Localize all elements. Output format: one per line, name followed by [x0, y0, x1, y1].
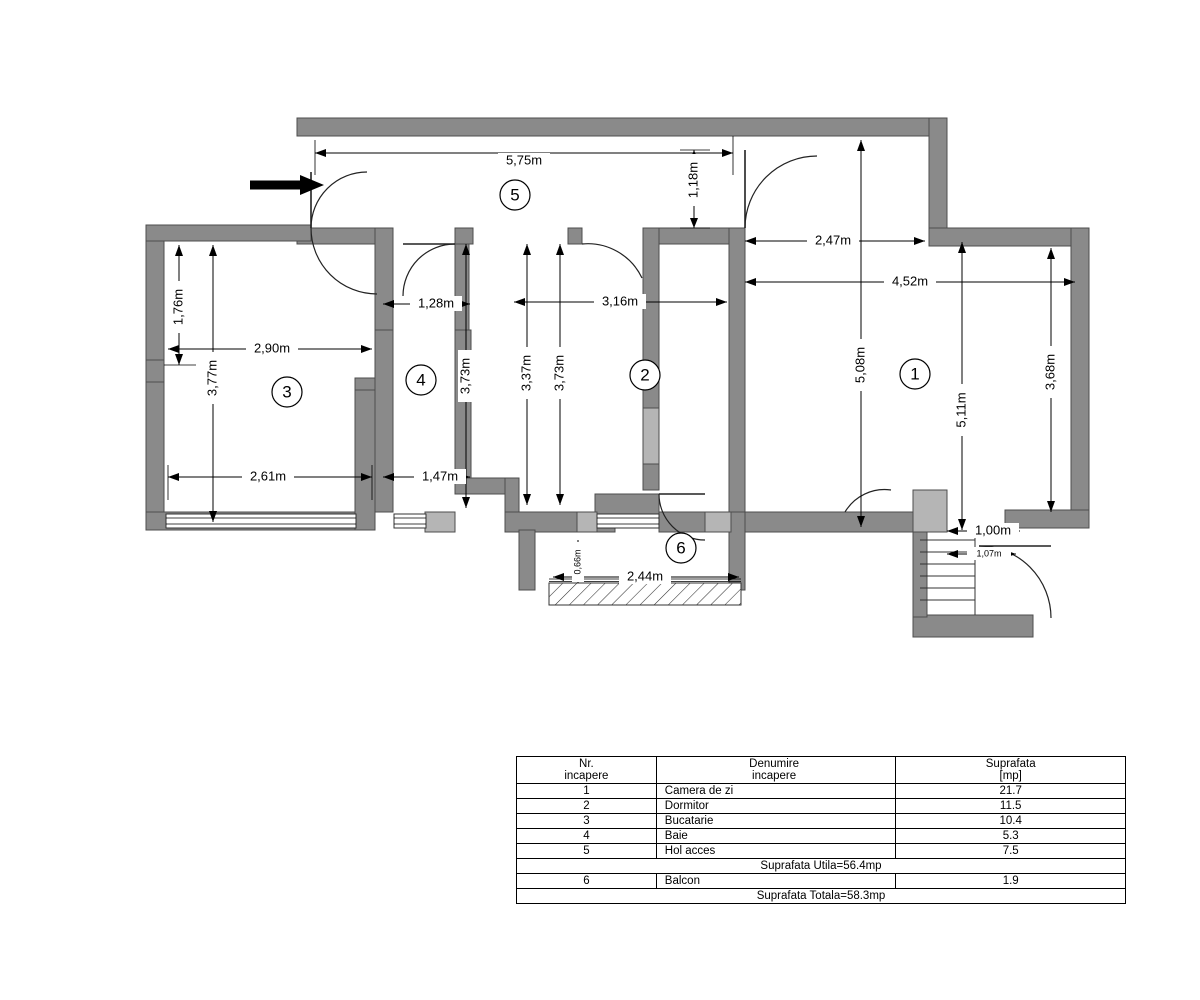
door-arc-room1-inner: [845, 490, 891, 512]
dimension-label: 1,76m: [170, 288, 186, 326]
header-area-line2: [mp]: [999, 770, 1022, 782]
room-marker-6[interactable]: [666, 533, 696, 563]
table-header-row: [517, 757, 1126, 784]
wall-stair-left: [913, 532, 927, 617]
room-number: 5: [510, 185, 520, 205]
dimension-label: 1,28m: [417, 295, 455, 311]
dimension-label: 3,37m: [518, 354, 534, 392]
room-number: 1: [910, 364, 920, 384]
dimension-label: 2,61m: [249, 468, 287, 484]
wall-stair-bottom: [913, 615, 1033, 637]
room-number: 4: [416, 370, 426, 390]
wall-opening-kitchen: [425, 512, 455, 532]
dimension-label: 1,18m: [685, 161, 701, 199]
dimension-label: 2,47m: [814, 232, 852, 248]
room-marker-5[interactable]: [500, 180, 530, 210]
row-name: Bucatarie: [656, 814, 896, 829]
wall-kitchen-right: [355, 378, 375, 530]
dimension-label: 3,16m: [601, 293, 639, 309]
area-schedule-table: [516, 756, 1126, 904]
wall-balcony-left: [519, 530, 535, 590]
wall-bath-left: [375, 330, 393, 512]
header-nr: [517, 757, 657, 784]
row-name: Baie: [656, 829, 896, 844]
room-marker-2[interactable]: [630, 360, 660, 390]
row-area: 10.4: [896, 814, 1126, 829]
wall-opening-room2: [643, 408, 659, 464]
dimension-label: 1,47m: [421, 468, 459, 484]
entrance-stairs: [920, 536, 975, 615]
table-total-row: [517, 889, 1126, 904]
wall-bath-left-upper: [375, 228, 393, 338]
header-name-line2: incapere: [752, 770, 797, 782]
row-name: Hol acces: [656, 844, 896, 859]
table-subtotal-row: [517, 859, 1126, 874]
header-nr-line1: Nr.: [579, 758, 594, 770]
row-nr: 2: [517, 799, 657, 814]
row-nr: 3: [517, 814, 657, 829]
wall-kitchen-top: [146, 225, 311, 241]
header-area-line1: Suprafata: [985, 758, 1036, 770]
row-nr: 5: [517, 844, 657, 859]
dimension-label: 3,73m: [551, 354, 567, 392]
wall-hall-mid2: [568, 228, 582, 244]
room-marker-1[interactable]: [900, 359, 930, 389]
room-number: 2: [640, 365, 650, 385]
subtotal-useful-area: Suprafata Utila=56.4mp: [517, 859, 1126, 874]
wall-room1-left: [729, 228, 745, 528]
room-marker-4[interactable]: [406, 365, 436, 395]
row-name: Camera de zi: [656, 784, 896, 799]
door-arc-room2: [582, 244, 642, 278]
dimension-label: 1,07m: [976, 548, 1002, 559]
wall-right-outer: [1071, 228, 1089, 528]
wall-kitchen-right-nub: [355, 378, 375, 390]
dimension-label: 5,75m: [505, 152, 543, 168]
wall-room1-bottom: [745, 512, 915, 532]
wall-light-pillar: [913, 490, 947, 532]
door-arc-entry: [311, 172, 367, 228]
wall-left-nub: [146, 360, 164, 382]
header-nr-line2: incapere: [564, 770, 609, 782]
window-room2: [597, 514, 659, 528]
row-area: 7.5: [896, 844, 1126, 859]
dimension-label: 2,90m: [253, 340, 291, 356]
header-name: [656, 757, 896, 784]
dimension-label: 0,66m: [572, 549, 583, 575]
table-row-balcony: [517, 874, 1126, 889]
dimension-label: 4,52m: [891, 273, 929, 289]
wall-bath-right-upper: [455, 228, 469, 344]
room-number: 3: [282, 382, 292, 402]
dimension-label: 5,11m: [953, 392, 969, 428]
wall-top-outer: [297, 118, 947, 136]
row-area: 5.3: [896, 829, 1126, 844]
room-marker-3[interactable]: [272, 377, 302, 407]
table-row: [517, 784, 1126, 799]
row-area: 21.7: [896, 784, 1126, 799]
wall-right-upper: [929, 118, 947, 236]
door-arc-room1: [745, 156, 817, 228]
entrance-arrow: [250, 175, 324, 195]
dimension-label: 1,00m: [974, 522, 1012, 538]
window-bath: [394, 514, 426, 528]
wall-room2-bottom-mid: [595, 494, 659, 514]
wall-opening-room2b: [577, 512, 597, 532]
room-number: 6: [676, 538, 686, 558]
wall-right-step: [929, 228, 1089, 246]
table-row: [517, 829, 1126, 844]
door-arc-bath: [403, 244, 455, 296]
header-name-line1: Denumire: [749, 758, 800, 770]
wall-hall-mid1: [455, 228, 473, 244]
table-row: [517, 844, 1126, 859]
header-area: [896, 757, 1126, 784]
row-nr: 1: [517, 784, 657, 799]
dimension-label: 2,44m: [626, 568, 664, 584]
wall-opening-hall: [705, 512, 731, 532]
window-kitchen: [166, 514, 356, 528]
dimension-label: 3,68m: [1042, 353, 1058, 391]
row-area: 11.5: [896, 799, 1126, 814]
table-row: [517, 814, 1126, 829]
dimension-label: 3,73m: [457, 357, 473, 395]
row-name: Balcon: [656, 874, 896, 889]
table-row: [517, 799, 1126, 814]
dimension-label: 3,77m: [204, 359, 220, 397]
dimension-label: 5,08m: [852, 346, 868, 384]
row-area: 1.9: [896, 874, 1126, 889]
row-nr: 6: [517, 874, 657, 889]
row-nr: 4: [517, 829, 657, 844]
row-name: Dormitor: [656, 799, 896, 814]
total-area: Suprafata Totala=58.3mp: [517, 889, 1126, 904]
